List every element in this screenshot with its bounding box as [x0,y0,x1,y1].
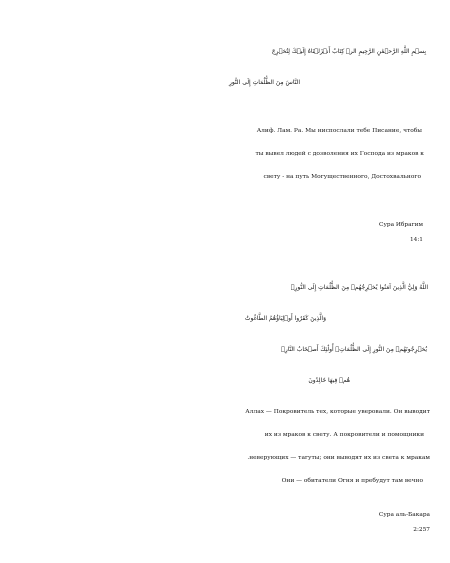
verse1-translation [0,120,450,189]
verse2-arabic-line-4: هُمۡ فِيهَا خَالِدُونَ [308,377,350,384]
verse1-surah-name: Сура Ибрагим [379,222,423,228]
verse2-arabic-line-3: يُخۡرِجُونَهُمۡ مِنَ النُّورِ إِلَى الظُّلُمَاتِۗ أُولَٰئِكَ أَصۡحَابُ النَّارِۖ [281,346,427,353]
verse2-translation-line-4: Они — обитатели Огня и пребудут там вечно [281,478,423,484]
verse2-translation-line-2: их из мраков к свету. А покровители и помощники [264,432,424,438]
verse1-ayah-number: 14:1 [409,237,423,243]
verse2-arabic-line-2: وَالَّذِينَ كَفَرُوا أَوۡلِيَاؤُهُمُ الطَّاغُوتُ [244,315,326,322]
verse1-reference [0,218,450,248]
verse1-arabic [0,36,450,98]
verse2-translation-line-3: .неверующих — тагуты; они выводят их из света к мракам [247,455,430,461]
verse2-translation [0,401,450,493]
verse2-arabic [0,272,450,396]
verse1-translation-line-3: свету - на путь Могущественного, Достохвального [263,174,421,180]
verse2-surah-name: Сура аль-Бакара [378,512,430,518]
verse2-arabic-line-1: اللَّهُ وَلِيُّ الَّذِينَ آمَنُوا يُخۡرِجُهُمۡ مِنَ الظُّلُمَاتِ إِلَى النُّورِۖ [290,284,428,291]
verse1-translation-line-2: ты вывел людей с дозволения их Господа из мраков к [255,151,424,157]
verse2-translation-line-1: Аллах — Покровитель тех, которые уверовали. Он выводит [245,409,430,415]
verse1-arabic-line-1: بِسۡمِ اللَّهِ الرَّحۡمَٰنِ الرَّحِيمِ الرۚ كِتَابٌ أَنۡزَلۡنَاهُ إِلَيۡكَ لِتُخۡرِجَ [271,48,426,55]
verse2-reference [0,508,450,538]
verse1-translation-line-1: Алиф. Лам. Ра. Мы ниспослали тебе Писание, чтобы [256,128,422,134]
verse1-arabic-line-2: النَّاسَ مِنَ الظُّلُمَاتِ إِلَى النُّورِ [228,79,300,86]
verse2-ayah-number: 2:257 [413,527,430,533]
